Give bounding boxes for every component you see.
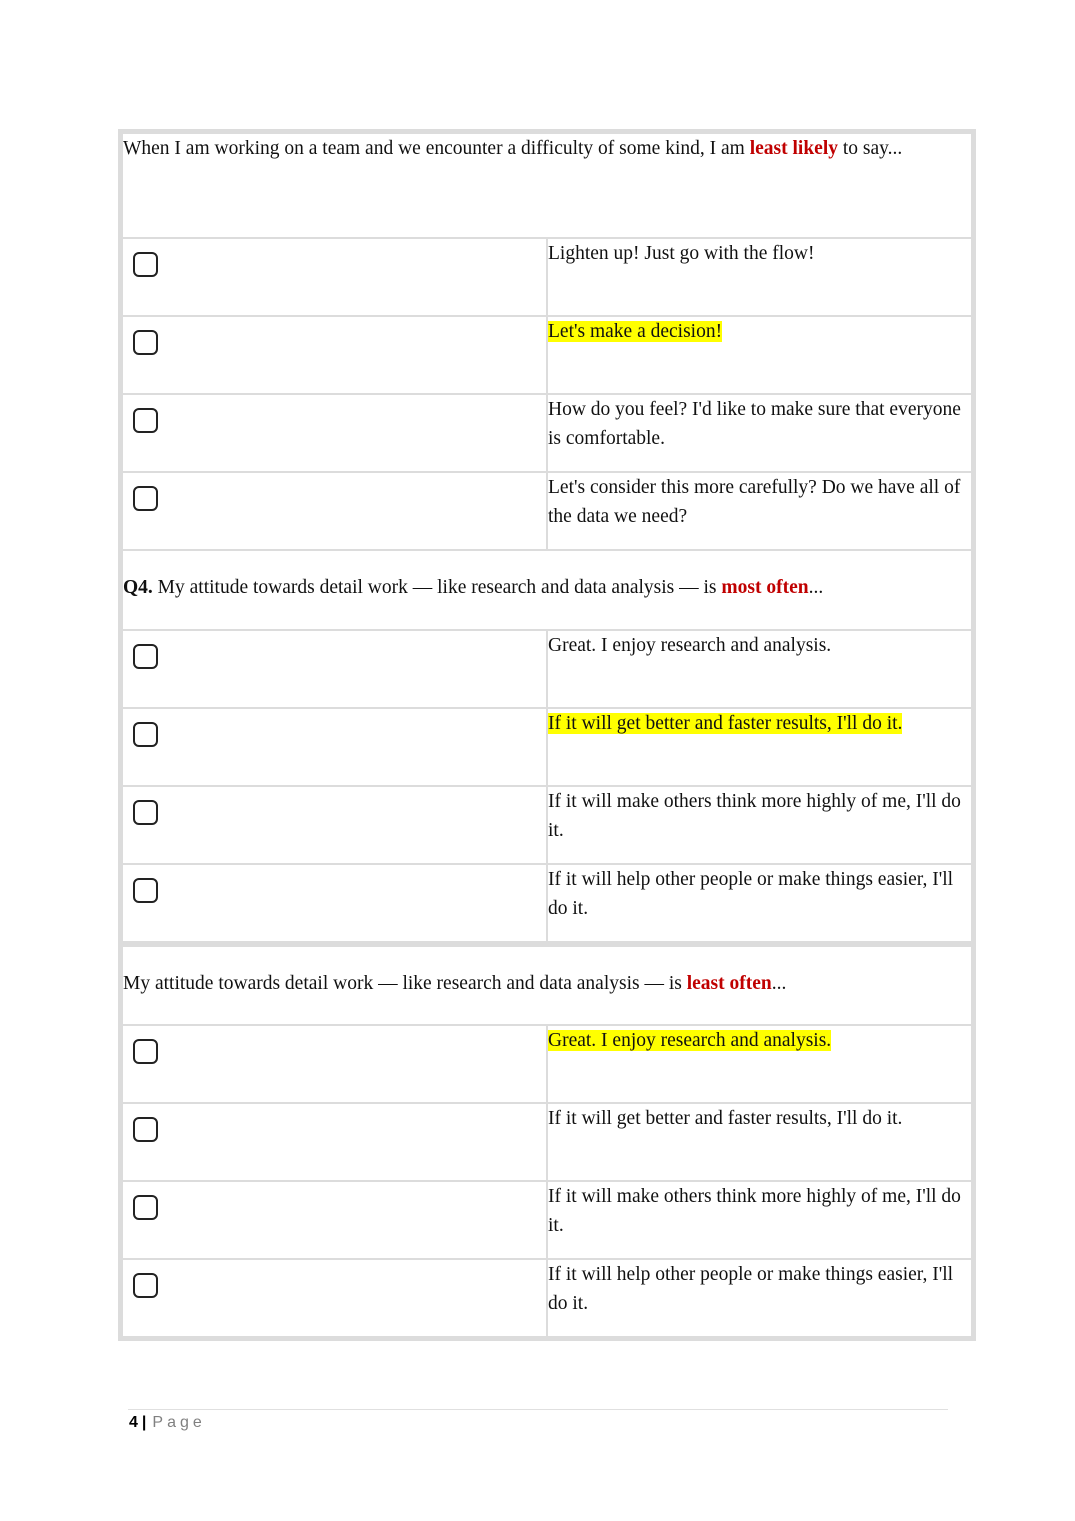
question-table-2 bbox=[121, 943, 973, 1338]
question-text: My attitude towards detail work — like research and data analysis — is bbox=[152, 577, 722, 598]
option-cell bbox=[547, 1103, 972, 1181]
option-cell bbox=[547, 630, 972, 708]
question-keyword: least often bbox=[686, 973, 772, 994]
checkbox-cell bbox=[122, 630, 547, 708]
checkbox-cell bbox=[122, 394, 547, 472]
checkbox-cell bbox=[122, 864, 547, 942]
question-text: When I am working on a team and we encounter a difficulty of some kind, I am bbox=[123, 138, 750, 159]
question-q4-most-often bbox=[122, 550, 972, 630]
question-keyword: least likely bbox=[749, 138, 838, 159]
option-cell bbox=[547, 1181, 972, 1259]
option-row bbox=[122, 316, 972, 394]
checkbox[interactable] bbox=[133, 252, 158, 277]
checkbox[interactable] bbox=[133, 408, 158, 433]
checkbox-cell bbox=[122, 786, 547, 864]
checkbox-cell bbox=[122, 1181, 547, 1259]
option-row bbox=[122, 472, 972, 550]
question-label: Q4. bbox=[123, 577, 153, 598]
option-text: If it will make others think more highly of me, I'll do it. bbox=[548, 1186, 961, 1236]
survey-table bbox=[118, 129, 976, 1341]
option-row bbox=[122, 1259, 972, 1337]
checkbox-cell bbox=[122, 1025, 547, 1103]
checkbox[interactable] bbox=[133, 878, 158, 903]
question-row bbox=[122, 945, 972, 1025]
option-row bbox=[122, 630, 972, 708]
option-cell bbox=[547, 238, 972, 316]
option-cell bbox=[547, 786, 972, 864]
checkbox[interactable] bbox=[133, 1273, 158, 1298]
page-number: 4 bbox=[129, 1414, 138, 1431]
checkbox-cell bbox=[122, 238, 547, 316]
option-text: How do you feel? I'd like to make sure that everyone is comfortable. bbox=[548, 399, 961, 449]
option-cell bbox=[547, 1025, 972, 1103]
footer-separator: | bbox=[141, 1414, 147, 1431]
option-text: If it will help other people or make things easier, I'll do it. bbox=[548, 1264, 954, 1314]
option-text-highlighted: Great. I enjoy research and analysis. bbox=[548, 1030, 832, 1051]
footer-divider bbox=[128, 1409, 948, 1410]
checkbox-cell bbox=[122, 316, 547, 394]
option-text: Great. I enjoy research and analysis. bbox=[548, 635, 832, 656]
question-text-end: to say... bbox=[838, 138, 903, 159]
option-row bbox=[122, 1103, 972, 1181]
option-row bbox=[122, 864, 972, 942]
checkbox[interactable] bbox=[133, 1195, 158, 1220]
checkbox-cell bbox=[122, 1259, 547, 1337]
question-text-end: ... bbox=[808, 577, 824, 598]
question-table-1 bbox=[121, 132, 973, 943]
option-row bbox=[122, 708, 972, 786]
option-row bbox=[122, 1181, 972, 1259]
question-row bbox=[122, 550, 972, 630]
option-cell bbox=[547, 708, 972, 786]
question-least-often bbox=[122, 945, 972, 1025]
checkbox[interactable] bbox=[133, 486, 158, 511]
option-cell bbox=[547, 864, 972, 942]
question-keyword: most often bbox=[721, 577, 809, 598]
question-text: My attitude towards detail work — like research and data analysis — is bbox=[123, 973, 687, 994]
option-cell bbox=[547, 1259, 972, 1337]
checkbox[interactable] bbox=[133, 330, 158, 355]
question-text-end: ... bbox=[771, 973, 787, 994]
checkbox-cell bbox=[122, 708, 547, 786]
checkbox[interactable] bbox=[133, 722, 158, 747]
option-text: If it will make others think more highly of me, I'll do it. bbox=[548, 791, 961, 841]
option-text-highlighted: Let's make a decision! bbox=[548, 321, 723, 342]
checkbox-cell bbox=[122, 472, 547, 550]
question-least-likely bbox=[122, 133, 972, 238]
option-cell bbox=[547, 394, 972, 472]
checkbox-cell bbox=[122, 1103, 547, 1181]
question-row bbox=[122, 133, 972, 238]
option-text: If it will help other people or make things easier, I'll do it. bbox=[548, 869, 954, 919]
option-text: Lighten up! Just go with the flow! bbox=[548, 243, 815, 264]
checkbox[interactable] bbox=[133, 1039, 158, 1064]
option-cell bbox=[547, 316, 972, 394]
checkbox[interactable] bbox=[133, 644, 158, 669]
checkbox[interactable] bbox=[133, 800, 158, 825]
option-row bbox=[122, 786, 972, 864]
page-label: Page bbox=[152, 1414, 206, 1431]
option-row bbox=[122, 394, 972, 472]
option-text-highlighted: If it will get better and faster results, I'll do it. bbox=[548, 713, 903, 734]
checkbox[interactable] bbox=[133, 1117, 158, 1142]
option-row bbox=[122, 238, 972, 316]
option-cell bbox=[547, 472, 972, 550]
page-footer bbox=[129, 1413, 206, 1433]
option-text: Let's consider this more carefully? Do we have all of the data we need? bbox=[548, 477, 961, 527]
option-row bbox=[122, 1025, 972, 1103]
option-text: If it will get better and faster results, I'll do it. bbox=[548, 1108, 903, 1129]
